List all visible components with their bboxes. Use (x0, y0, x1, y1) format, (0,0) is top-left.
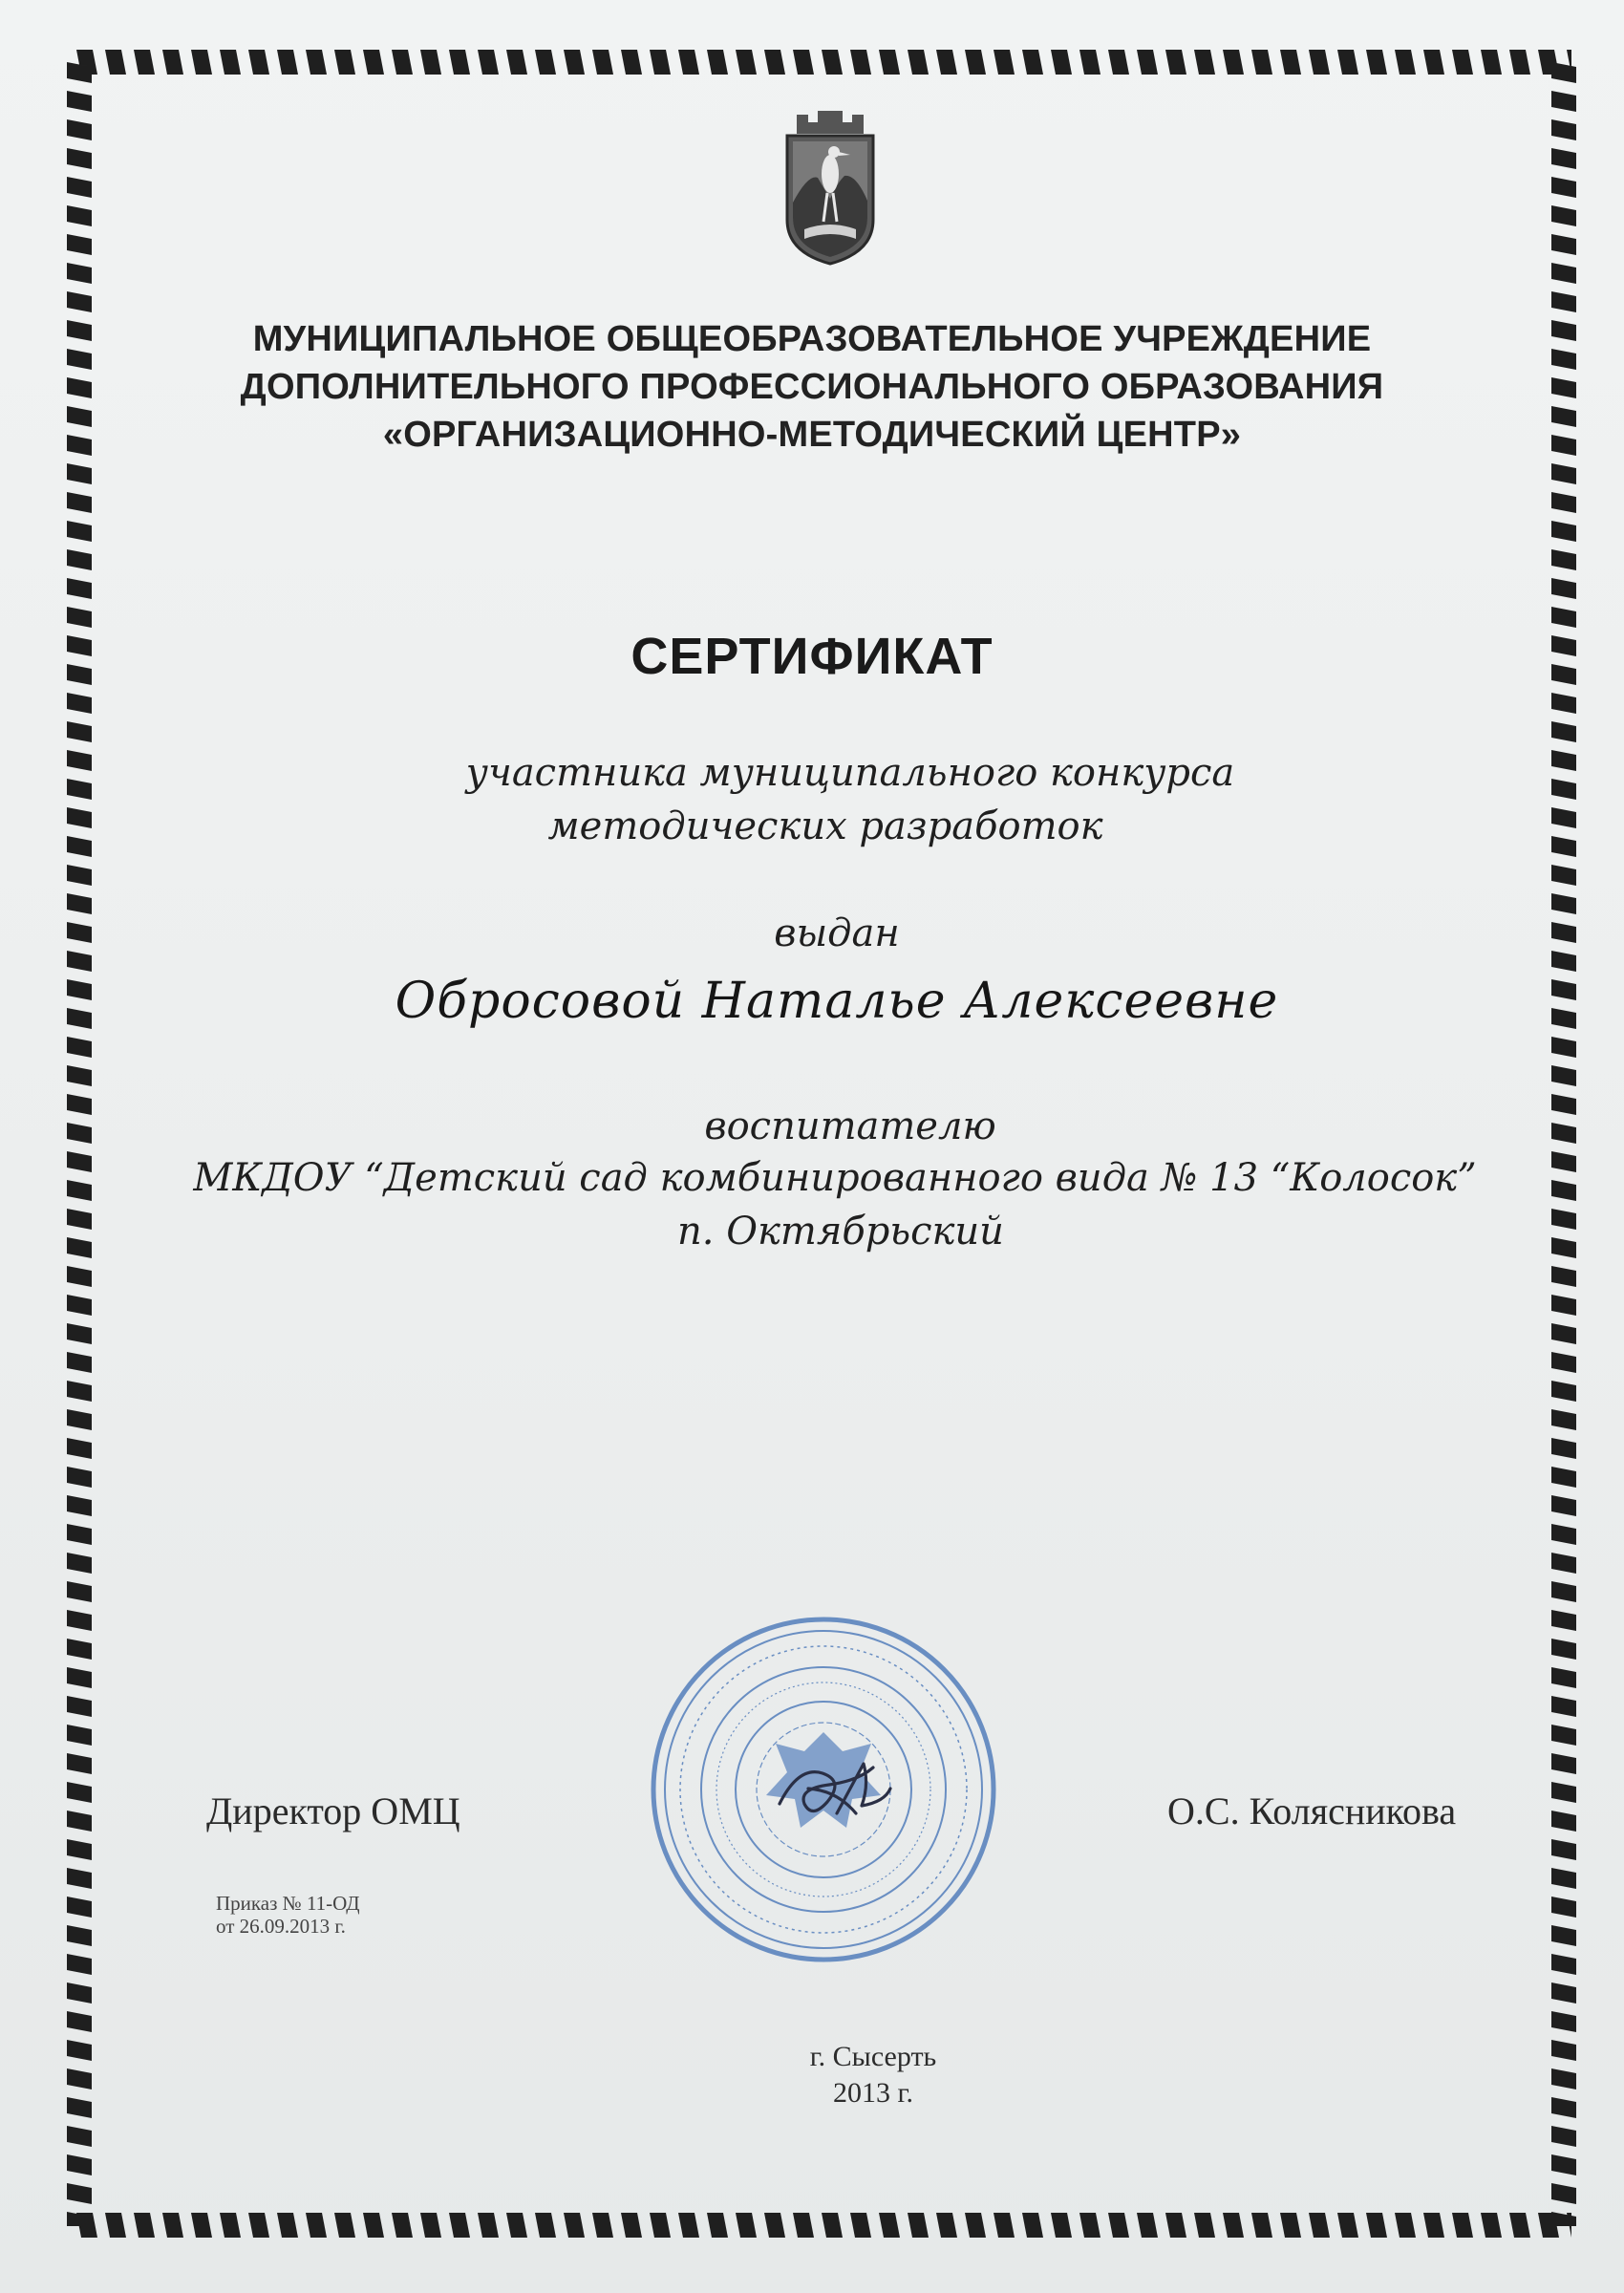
certificate-subtitle-line-2: методических разработок (547, 804, 1103, 848)
border-pattern-bottom (72, 2209, 1571, 2241)
organization-line-3: «ОРГАНИЗАЦИОННО-МЕТОДИЧЕСКИЙ ЦЕНТР» (382, 415, 1242, 455)
decorative-border-top (72, 46, 1571, 78)
organization-line-1: МУНИЦИПАЛЬНОЕ ОБЩЕОБРАЗОВАТЕЛЬНОЕ УЧРЕЖДЕНИЕ (252, 319, 1372, 359)
institution-name: МКДОУ “Детский сад комбинированного вида № 13 “Колосок” (193, 1156, 1477, 1200)
certificate-subtitle-line-1: участника муниципального конкурса (465, 751, 1235, 795)
footer-city: г. Сысерть (809, 2041, 937, 2072)
director-name: О.С. Колясникова (1167, 1789, 1457, 1832)
settlement-name: п. Октябрьский (677, 1210, 1004, 1254)
footer-year: 2013 г. (833, 2077, 913, 2109)
certificate-title: СЕРТИФИКАТ (630, 628, 994, 685)
handwritten-signature (770, 1747, 894, 1832)
order-number: Приказ № 11-ОД (216, 1892, 360, 1915)
order-date: от 26.09.2013 г. (216, 1915, 346, 1938)
decorative-border-bottom (72, 2209, 1571, 2241)
recipient-name: Обросовой Наталье Алексеевне (395, 973, 1279, 1030)
director-title: Директор ОМЦ (206, 1789, 460, 1832)
recipient-position: воспитателю (704, 1104, 996, 1148)
issued-label: выдан (774, 911, 900, 955)
organization-line-2: ДОПОЛНИТЕЛЬНОГО ПРОФЕССИОНАЛЬНОГО ОБРАЗОВАНИЯ (240, 367, 1384, 407)
border-pattern-top (72, 46, 1571, 78)
city-coat-of-arms-icon (780, 107, 881, 266)
